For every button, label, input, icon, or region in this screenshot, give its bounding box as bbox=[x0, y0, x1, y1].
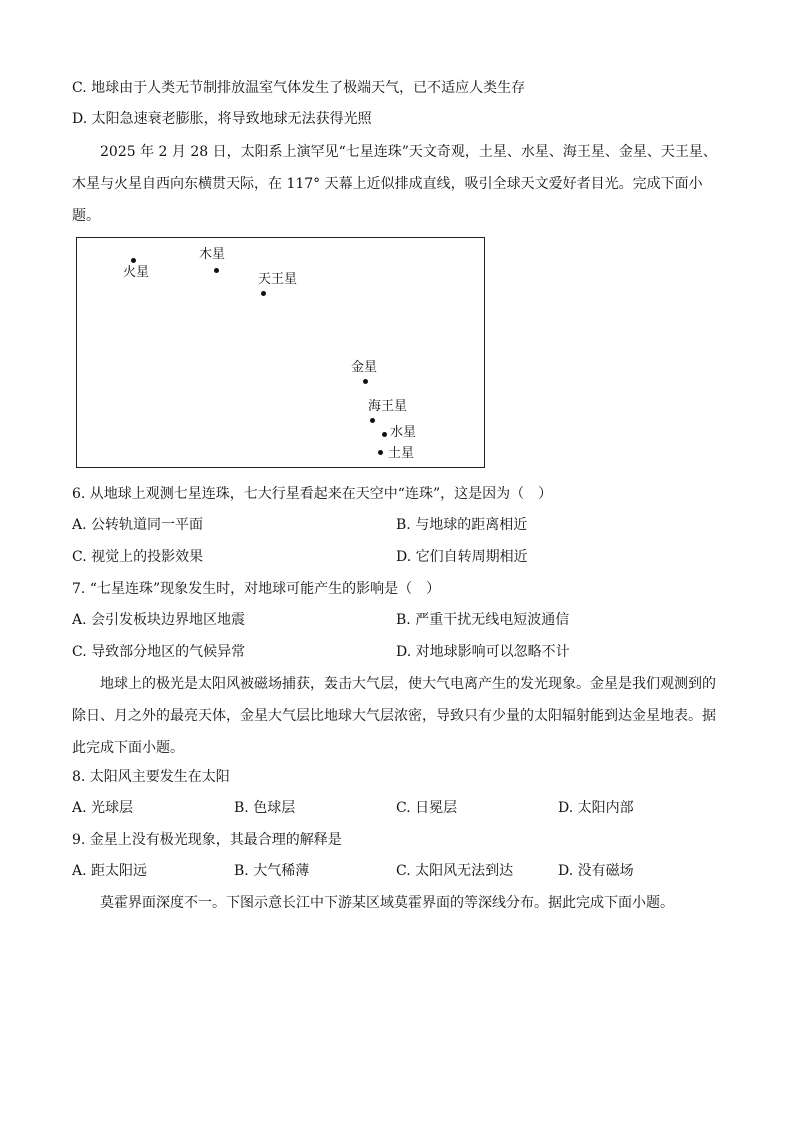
jupiter-dot bbox=[214, 268, 219, 273]
passage-seven-planets: 2025 年 2 月 28 日，太阳系上演罕见“七星连珠”天文奇观，土星、水星、海王星、金星、天王星、木星与火星自西向东横贯天际，在 117° 天幕上近似排成直线，吸引全球天文爱好者目光。完成下面小题。 bbox=[72, 144, 717, 224]
option-c-previous: C. 地球由于人类无节制排放温室气体发生了极端天气，已不适应人类生存 bbox=[72, 80, 526, 96]
question-9-option-b[interactable]: B. 大气稀薄 bbox=[234, 863, 310, 879]
uranus-label: 天王星 bbox=[258, 272, 298, 287]
question-7-option-d[interactable]: D. 对地球影响可以忽略不计 bbox=[396, 644, 570, 660]
question-6-option-b[interactable]: B. 与地球的距离相近 bbox=[396, 517, 528, 533]
question-6-stem: 6. 从地球上观测七星连珠，七大行星看起来在天空中“连珠”，这是因为（ ） bbox=[72, 486, 553, 502]
neptune-dot bbox=[370, 418, 375, 423]
question-6-option-c[interactable]: C. 视觉上的投影效果 bbox=[72, 549, 204, 565]
mercury-dot bbox=[382, 432, 387, 437]
option-d-previous: D. 太阳急速衰老膨胀，将导致地球无法获得光照 bbox=[72, 111, 372, 127]
saturn-label: 土星 bbox=[388, 446, 415, 461]
uranus-dot bbox=[261, 291, 266, 296]
question-8-option-d[interactable]: D. 太阳内部 bbox=[558, 800, 634, 816]
passage-aurora-venus: 地球上的极光是太阳风被磁场捕获，轰击大气层，使大气电离产生的发光现象。金星是我们观测到的除日、月之外的最亮天体，金星大气层比地球大气层浓密，导致只有少量的太阳辐射能到达金星地表。据此完成下面小题。 bbox=[72, 676, 716, 756]
question-8-option-c[interactable]: C. 日冕层 bbox=[396, 800, 458, 816]
question-8-option-a[interactable]: A. 光球层 bbox=[72, 800, 134, 816]
planet-alignment-diagram bbox=[76, 237, 485, 468]
question-9-option-d[interactable]: D. 没有磁场 bbox=[558, 863, 634, 879]
mars-dot bbox=[131, 258, 136, 263]
neptune-label: 海王星 bbox=[368, 399, 408, 414]
saturn-dot bbox=[378, 450, 383, 455]
question-8-option-b[interactable]: B. 色球层 bbox=[234, 800, 296, 816]
jupiter-label: 木星 bbox=[199, 247, 226, 262]
venus-label: 金星 bbox=[351, 360, 378, 375]
mars-label: 火星 bbox=[123, 265, 150, 280]
question-9-option-a[interactable]: A. 距太阳远 bbox=[72, 863, 148, 879]
question-7-stem: 7. “七星连珠”现象发生时，对地球可能产生的影响是（ ） bbox=[72, 581, 441, 597]
question-6-option-d[interactable]: D. 它们自转周期相近 bbox=[396, 549, 528, 565]
question-7-option-b[interactable]: B. 严重干扰无线电短波通信 bbox=[396, 612, 570, 628]
question-7-option-a[interactable]: A. 会引发板块边界地区地震 bbox=[72, 612, 246, 628]
question-9-option-c[interactable]: C. 太阳风无法到达 bbox=[396, 863, 514, 879]
passage-moho-interface: 莫霍界面深度不一。下图示意长江中下游某区域莫霍界面的等深线分布。据此完成下面小题。 bbox=[100, 895, 674, 911]
question-9-stem: 9. 金星上没有极光现象，其最合理的解释是 bbox=[72, 832, 342, 848]
question-8-stem: 8. 太阳风主要发生在太阳 bbox=[72, 769, 230, 785]
question-7-option-c[interactable]: C. 导致部分地区的气候异常 bbox=[72, 644, 246, 660]
mercury-label: 水星 bbox=[390, 425, 417, 440]
question-6-option-a[interactable]: A. 公转轨道同一平面 bbox=[72, 517, 204, 533]
venus-dot bbox=[363, 379, 368, 384]
